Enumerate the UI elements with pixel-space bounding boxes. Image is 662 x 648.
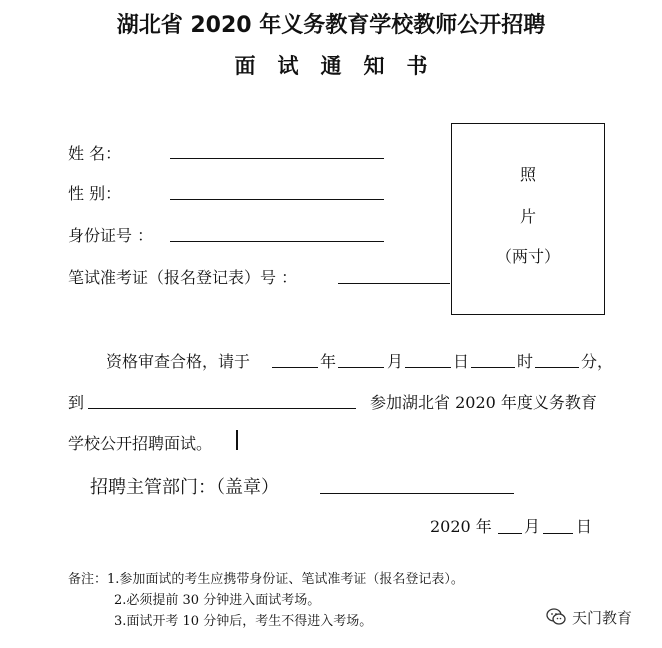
photo-label-2: 片 xyxy=(519,207,536,226)
text-cursor xyxy=(236,430,238,450)
notice-subtitle: 面试通知书 xyxy=(234,54,450,78)
hour-blank[interactable] xyxy=(471,367,515,368)
hour-label: 时 xyxy=(517,352,534,371)
name-label: 姓 名： xyxy=(68,144,122,163)
minute-blank[interactable] xyxy=(535,367,579,368)
day-label: 日 xyxy=(453,352,470,371)
date-day-label: 日 xyxy=(576,517,593,536)
note-3: 3.面试开考 10 分钟后，考生不得进入考场。 xyxy=(114,614,373,629)
note-1: 备注：1.参加面试的考生应携带身份证、笔试准考证（报名登记表）。 xyxy=(68,572,464,587)
date-month-label: 月 xyxy=(524,517,541,536)
location-blank[interactable] xyxy=(88,408,356,409)
watermark-text: 天门教育 xyxy=(572,609,633,627)
gender-field-line[interactable] xyxy=(170,199,384,200)
date-day-blank[interactable] xyxy=(543,533,573,534)
exam-ticket-label: 笔试准考证（报名登记表）号 ： xyxy=(68,268,298,287)
wechat-icon xyxy=(545,606,567,628)
department-seal-line[interactable] xyxy=(320,493,514,494)
id-number-field-line[interactable] xyxy=(170,241,384,242)
participate-text: 参加湖北省 2020 年度义务教育 xyxy=(370,393,597,412)
qualification-text: 资格审查合格，请于 xyxy=(106,352,251,371)
name-field-line[interactable] xyxy=(170,158,384,159)
id-number-label: 身份证号 ： xyxy=(68,226,154,245)
minute-label: 分， xyxy=(581,352,614,371)
year-label: 年 xyxy=(320,352,337,371)
to-label: 到 xyxy=(68,393,85,412)
notice-title: 湖北省 2020 年义务教育学校教师公开招聘 xyxy=(116,13,546,38)
month-label: 月 xyxy=(387,352,404,371)
month-blank[interactable] xyxy=(338,367,384,368)
photo-size-label: （两寸） xyxy=(495,247,560,266)
interview-text: 学校公开招聘面试。 xyxy=(68,434,213,453)
note-2: 2.必须提前 30 分钟进入面试考场。 xyxy=(114,593,321,608)
date-year-text: 2020 年 xyxy=(430,517,492,536)
gender-label: 性 别： xyxy=(68,184,122,203)
department-label: 招聘主管部门：（盖章） xyxy=(90,477,279,498)
date-month-blank[interactable] xyxy=(498,533,522,534)
day-blank[interactable] xyxy=(405,367,451,368)
year-blank[interactable] xyxy=(272,367,318,368)
photo-box xyxy=(451,123,605,315)
photo-label-1: 照 xyxy=(519,165,536,184)
exam-ticket-field-line[interactable] xyxy=(338,283,450,284)
